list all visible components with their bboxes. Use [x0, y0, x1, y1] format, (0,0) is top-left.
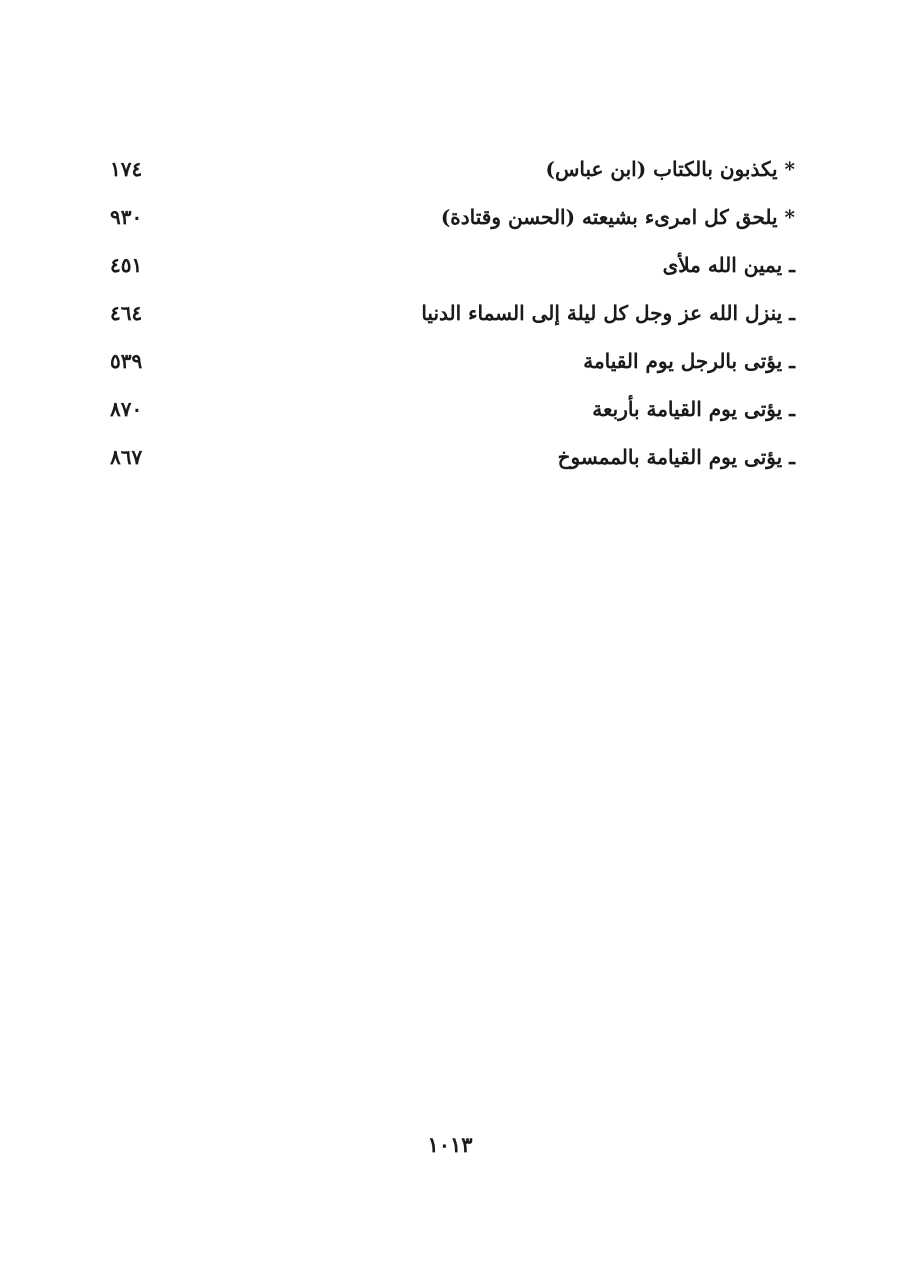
index-entry-text: ـ يؤتى يوم القيامة بأربعة — [592, 397, 795, 421]
index-entry-text: * يكذبون بالكتاب (ابن عباس) — [545, 157, 795, 181]
index-entry-page: ٩٣٠ — [110, 205, 143, 229]
index-entry — [110, 289, 795, 337]
index-entry — [110, 193, 795, 241]
page-number: ١٠١٣ — [427, 1132, 473, 1157]
index-entry-page: ١٧٤ — [110, 157, 143, 181]
index-entry-text: ـ يؤتى بالرجل يوم القيامة — [583, 349, 795, 373]
index-entry-text: ـ يمين الله ملأى — [662, 253, 795, 277]
index-entry — [110, 241, 795, 289]
index-list — [110, 145, 795, 481]
index-entry-page: ٨٧٠ — [110, 397, 143, 421]
index-entry-text: * يلحق كل امرىء بشيعته (الحسن وقتادة) — [440, 205, 795, 229]
index-entry-page: ٥٣٩ — [110, 349, 143, 373]
index-entry — [110, 337, 795, 385]
index-entry — [110, 385, 795, 433]
index-entry-page: ٤٦٤ — [110, 301, 143, 325]
index-entry-text: ـ ينزل الله عز وجل كل ليلة إلى السماء الدنيا — [421, 301, 795, 325]
index-entry — [110, 433, 795, 481]
index-entry-page: ٤٥١ — [110, 253, 143, 277]
index-entry-text: ـ يؤتى يوم القيامة بالممسوخ — [557, 445, 795, 469]
index-entry — [110, 145, 795, 193]
index-entry-page: ٨٦٧ — [110, 445, 143, 469]
